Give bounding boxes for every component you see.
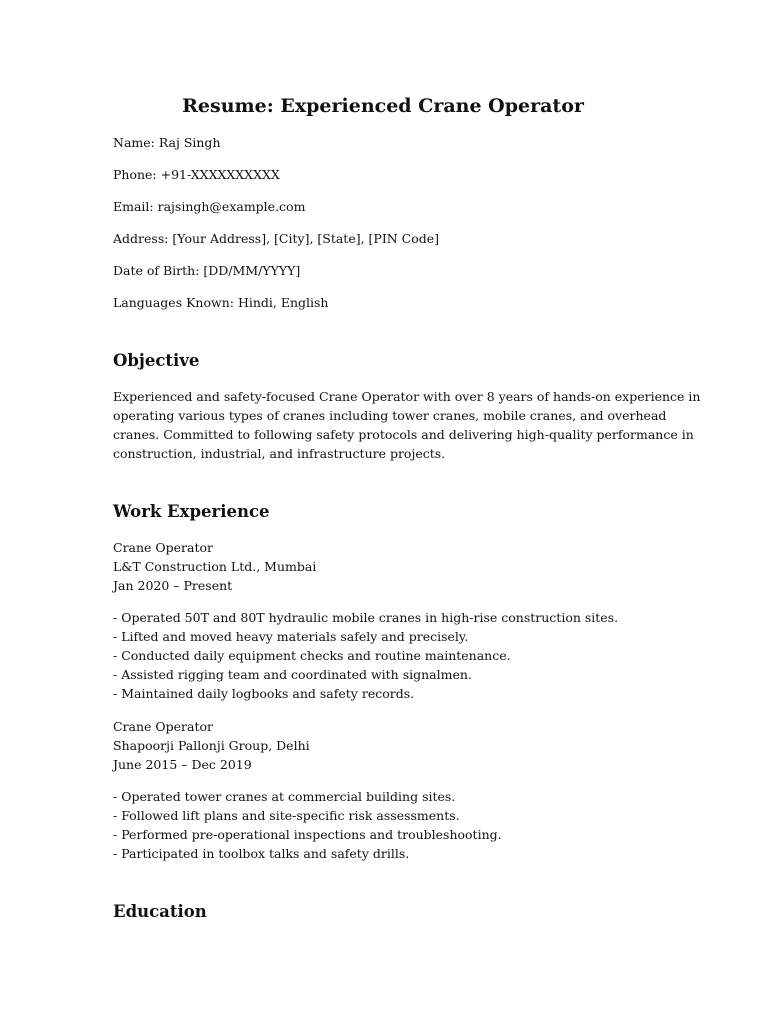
name-line: Name: Raj Singh bbox=[113, 135, 221, 150]
job-bullets bbox=[113, 787, 502, 863]
job-role: Crane Operator bbox=[113, 719, 214, 734]
objective-line: construction, industrial, and infrastructure projects. bbox=[113, 446, 446, 461]
job-company: Shapoorji Pallonji Group, Delhi bbox=[113, 738, 310, 753]
objective-line: Experienced and safety-focused Crane Operator with over 8 years of hands-on experience in bbox=[113, 389, 701, 404]
job-bullets bbox=[113, 608, 618, 703]
job-company: L&T Construction Ltd., Mumbai bbox=[113, 559, 317, 574]
objective-line: cranes. Committed to following safety protocols and delivering high-quality performance in bbox=[113, 427, 694, 442]
job-dates: June 2015 – Dec 2019 bbox=[113, 757, 252, 772]
address-line: Address: [Your Address], [City], [State], [PIN Code] bbox=[113, 231, 440, 246]
job-header bbox=[113, 717, 310, 774]
phone-line: Phone: +91-XXXXXXXXXX bbox=[113, 167, 280, 182]
list-item: - Maintained daily logbooks and safety records. bbox=[113, 686, 415, 701]
dob-line: Date of Birth: [DD/MM/YYYY] bbox=[113, 263, 301, 278]
objective-paragraph bbox=[113, 387, 701, 463]
list-item: - Followed lift plans and site-specific risk assessments. bbox=[113, 808, 460, 823]
list-item: - Performed pre-operational inspections and troubleshooting. bbox=[113, 827, 502, 842]
work-experience-heading: Work Experience bbox=[113, 502, 270, 521]
job-role: Crane Operator bbox=[113, 540, 214, 555]
job-header bbox=[113, 538, 316, 595]
list-item: - Operated 50T and 80T hydraulic mobile cranes in high-rise construction sites. bbox=[113, 610, 619, 625]
objective-line: operating various types of cranes including tower cranes, mobile cranes, and overhead bbox=[113, 408, 667, 423]
education-heading: Education bbox=[113, 902, 207, 921]
list-item: - Participated in toolbox talks and safety drills. bbox=[113, 846, 410, 861]
objective-heading: Objective bbox=[113, 351, 200, 370]
list-item: - Lifted and moved heavy materials safely and precisely. bbox=[113, 629, 469, 644]
list-item: - Operated tower cranes at commercial building sites. bbox=[113, 789, 456, 804]
job-dates: Jan 2020 – Present bbox=[113, 578, 233, 593]
email-line: Email: rajsingh@example.com bbox=[113, 199, 306, 214]
languages-line: Languages Known: Hindi, English bbox=[113, 295, 329, 310]
list-item: - Assisted rigging team and coordinated with signalmen. bbox=[113, 667, 472, 682]
list-item: - Conducted daily equipment checks and routine maintenance. bbox=[113, 648, 511, 663]
page-title: Resume: Experienced Crane Operator bbox=[182, 95, 584, 117]
